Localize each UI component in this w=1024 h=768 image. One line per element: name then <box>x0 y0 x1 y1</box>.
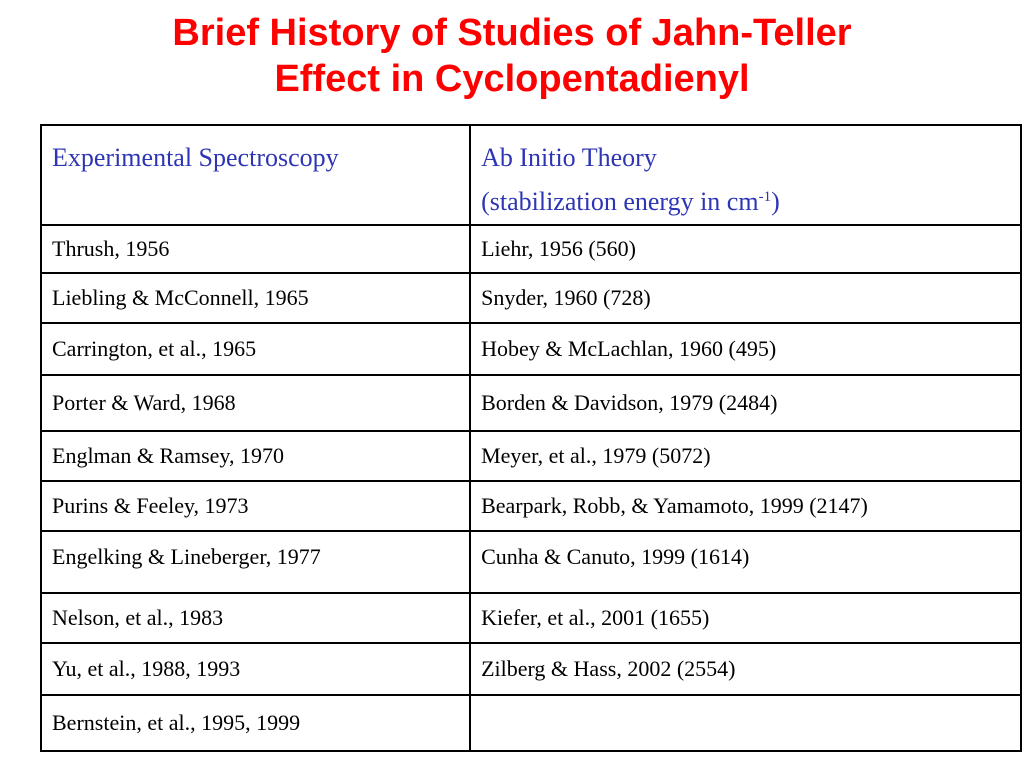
experimental-cell: Thrush, 1956 <box>41 225 470 273</box>
experimental-cell: Liebling & McConnell, 1965 <box>41 273 470 323</box>
header-stabilization-energy <box>481 180 1010 224</box>
experimental-cell: Carrington, et al., 1965 <box>41 323 470 375</box>
slide-title-line-2: Effect in Cyclopentadienyl <box>274 58 750 100</box>
experimental-cell: Purins & Feeley, 1973 <box>41 481 470 531</box>
theory-cell <box>470 695 1021 751</box>
experimental-cell: Englman & Ramsey, 1970 <box>41 431 470 481</box>
header-experimental-spectroscopy: Experimental Spectroscopy <box>41 125 470 225</box>
theory-cell: Hobey & McLachlan, 1960 (495) <box>470 323 1021 375</box>
experimental-cell: Yu, et al., 1988, 1993 <box>41 643 470 695</box>
slide-title-line-1: Brief History of Studies of Jahn-Teller <box>172 12 852 54</box>
table-row <box>41 431 1021 481</box>
theory-cell: Borden & Davidson, 1979 (2484) <box>470 375 1021 431</box>
header-ab-initio-theory <box>470 125 1021 225</box>
theory-cell: Meyer, et al., 1979 (5072) <box>470 431 1021 481</box>
table-row <box>41 695 1021 751</box>
table-row <box>41 225 1021 273</box>
experimental-cell: Bernstein, et al., 1995, 1999 <box>41 695 470 751</box>
table-row <box>41 531 1021 593</box>
theory-cell: Zilberg & Hass, 2002 (2554) <box>470 643 1021 695</box>
header-units-prefix: (stabilization energy in cm <box>481 187 759 216</box>
header-units-suffix: ) <box>771 187 780 216</box>
table-row <box>41 643 1021 695</box>
header-units-superscript: -1 <box>758 189 772 205</box>
experimental-cell: Engelking & Lineberger, 1977 <box>41 531 470 593</box>
table-row <box>41 273 1021 323</box>
experimental-cell: Porter & Ward, 1968 <box>41 375 470 431</box>
history-table <box>40 124 1022 752</box>
table-header-row <box>41 125 1021 225</box>
header-ab-initio-title: Ab Initio Theory <box>481 143 657 172</box>
theory-cell: Liehr, 1956 (560) <box>470 225 1021 273</box>
theory-cell: Kiefer, et al., 2001 (1655) <box>470 593 1021 643</box>
experimental-cell: Nelson, et al., 1983 <box>41 593 470 643</box>
table-row <box>41 593 1021 643</box>
table-row <box>41 375 1021 431</box>
theory-cell: Cunha & Canuto, 1999 (1614) <box>470 531 1021 593</box>
theory-cell: Bearpark, Robb, & Yamamoto, 1999 (2147) <box>470 481 1021 531</box>
table-row <box>41 323 1021 375</box>
slide-title <box>0 10 1024 102</box>
theory-cell: Snyder, 1960 (728) <box>470 273 1021 323</box>
table-row <box>41 481 1021 531</box>
